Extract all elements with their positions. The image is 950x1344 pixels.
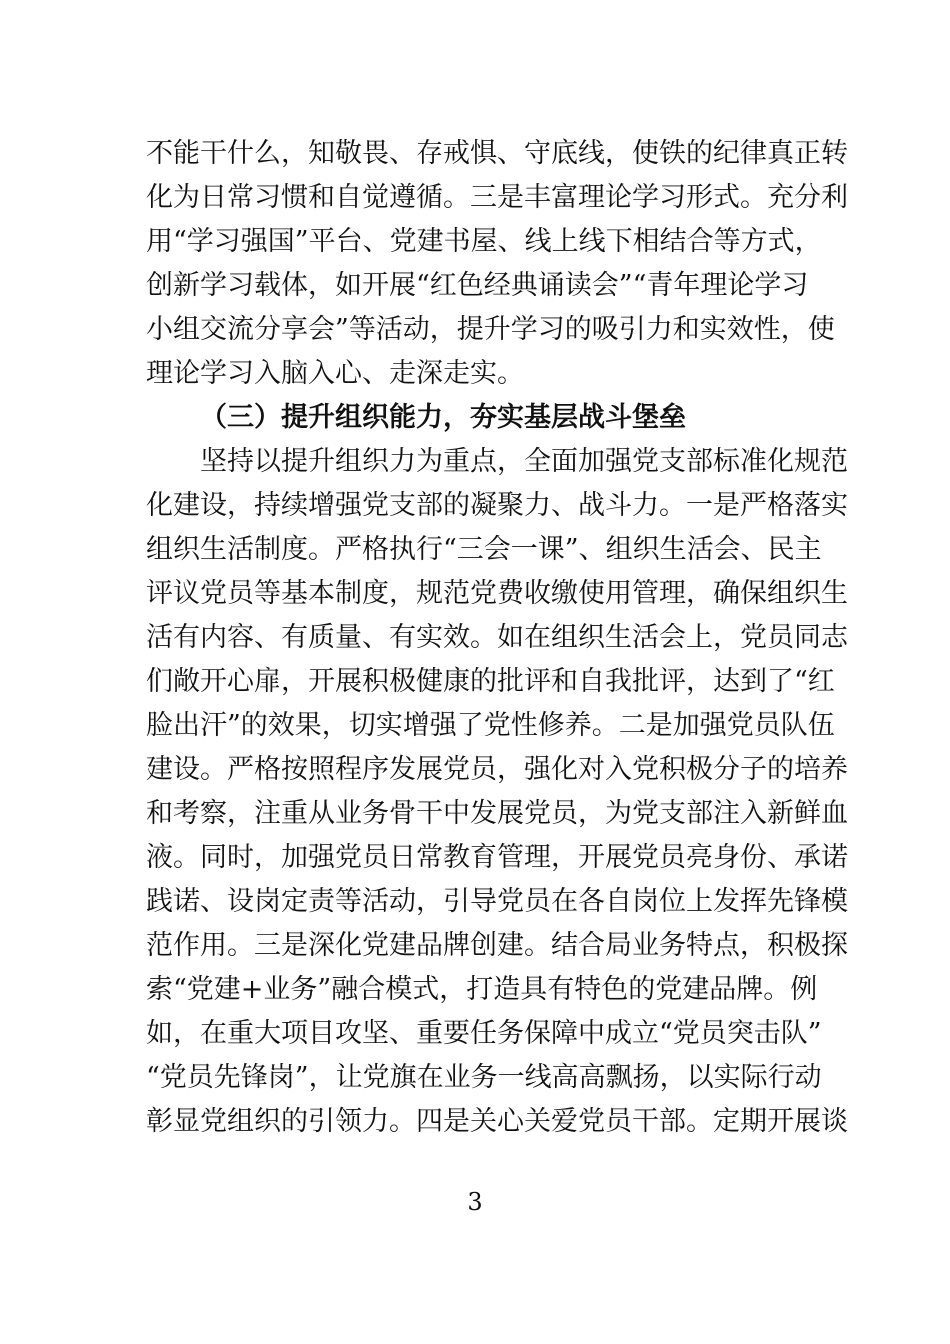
- paragraph-line: 评议党员等基本制度，规范党费收缴使用管理，确保组织生: [146, 578, 848, 609]
- paragraph-line: 小组交流分享会”等活动，提升学习的吸引力和实效性，使: [146, 314, 835, 345]
- paragraph-line: 组织生活制度。严格执行“三会一课”、组织生活会、民主: [146, 534, 822, 565]
- paragraph-line: 脸出汗”的效果，切实增强了党性修养。二是加强党员队伍: [146, 710, 835, 741]
- paragraph-line: 践诺、设岗定责等活动，引导党员在各自岗位上发挥先锋模: [146, 886, 848, 917]
- paragraph-line: 化建设，持续增强党支部的凝聚力、战斗力。一是严格落实: [146, 490, 848, 521]
- section-heading: （三）提升组织能力，夯实基层战斗堡垒: [200, 402, 686, 433]
- paragraph-line: 活有内容、有质量、有实效。如在组织生活会上，党员同志: [146, 622, 848, 653]
- paragraph-line: 如，在重大项目攻坚、重要任务保障中成立“党员突击队”: [146, 1018, 822, 1049]
- paragraph-line: 彰显党组织的引领力。四是关心关爱党员干部。定期开展谈: [146, 1106, 848, 1137]
- paragraph-line: “党员先锋岗”，让党旗在业务一线高高飘扬，以实际行动: [146, 1062, 822, 1093]
- paragraph-line: 和考察，注重从业务骨干中发展党员，为党支部注入新鲜血: [146, 798, 848, 829]
- paragraph-line: 们敞开心扉，开展积极健康的批评和自我批评，达到了“红: [146, 666, 835, 697]
- paragraph-line: 理论学习入脑入心、走深走实。: [146, 358, 524, 389]
- paragraph-line: 用“学习强国”平台、党建书屋、线上线下相结合等方式，: [146, 226, 822, 257]
- paragraph-line: 坚持以提升组织力为重点，全面加强党支部标准化规范: [200, 446, 848, 477]
- paragraph-line: 索“党建+业务”融合模式，打造具有特色的党建品牌。例: [146, 974, 818, 1005]
- paragraph-line: 化为日常习惯和自觉遵循。三是丰富理论学习形式。充分利: [146, 182, 848, 213]
- paragraph-line: 液。同时，加强党员日常教育管理，开展党员亮身份、承诺: [146, 842, 848, 873]
- paragraph-line: 创新学习载体，如开展“红色经典诵读会”“青年理论学习: [146, 270, 809, 301]
- paragraph-line: 范作用。三是深化党建品牌创建。结合局业务特点，积极探: [146, 930, 848, 961]
- page-number: 3: [467, 1188, 483, 1216]
- paragraph-line: 不能干什么，知敬畏、存戒惧、守底线，使铁的纪律真正转: [146, 138, 848, 169]
- paragraph-line: 建设。严格按照程序发展党员，强化对入党积极分子的培养: [146, 754, 848, 785]
